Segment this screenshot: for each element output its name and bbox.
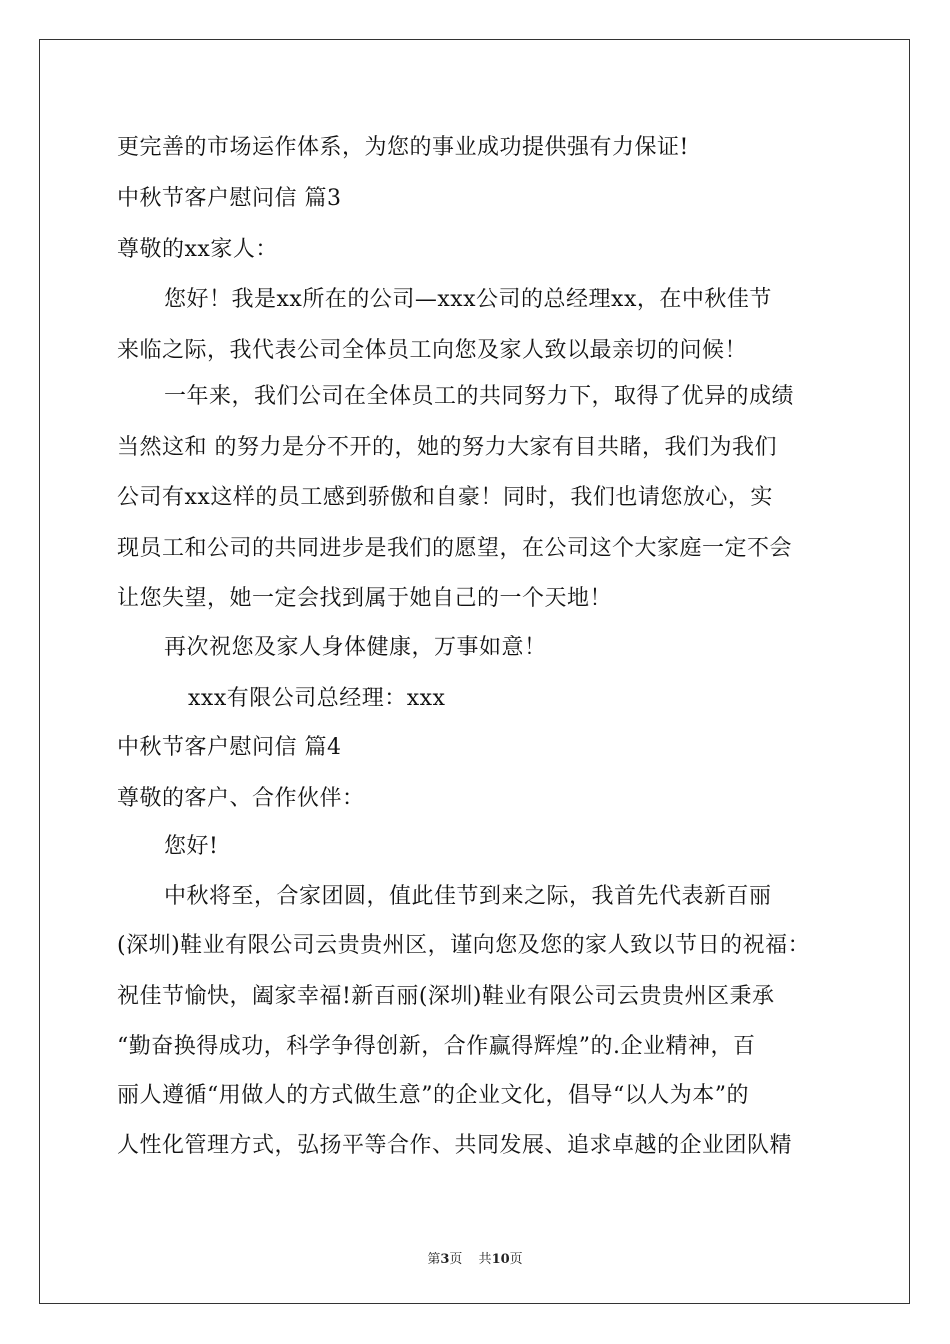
body-line: 让您失望，她一定会找到属于她自己的一个天地！ — [117, 586, 613, 611]
page-suffix: 页 — [449, 1252, 463, 1267]
total-suffix: 页 — [509, 1252, 523, 1267]
greeting: 您好! — [164, 834, 219, 859]
body-line: 一年来，我们公司在全体员工的共同努力下，取得了优异的成绩 — [164, 384, 795, 409]
body-line: 丽人遵循“用做人的方式做生意”的企业文化，倡导“以人为本”的 — [117, 1083, 749, 1108]
body-line: 中秋将至，合家团圆，值此佳节到来之际，我首先代表新百丽 — [164, 884, 772, 909]
page-number: 3 — [440, 1252, 450, 1267]
total-prefix: 共 — [478, 1252, 492, 1267]
body-line: 人性化管理方式，弘扬平等合作、共同发展、追求卓越的企业团队精 — [117, 1133, 793, 1158]
body-line: (深圳)鞋业有限公司云贵贵州区，谨向您及您的家人致以节日的祝福： — [117, 933, 811, 958]
body-line: 更完善的市场运作体系，为您的事业成功提供强有力保证! — [117, 135, 689, 160]
salutation: 尊敬的客户、合作伙伴： — [117, 786, 365, 811]
salutation: 尊敬的xx家人： — [117, 237, 278, 262]
page-footer — [0, 1248, 950, 1267]
total-pages: 10 — [491, 1252, 510, 1267]
page-prefix: 第 — [427, 1252, 441, 1267]
section-heading: 中秋节客户慰问信 篇4 — [117, 735, 342, 760]
page-border — [39, 39, 910, 1304]
body-line: 您好！我是xx所在的公司—xxx公司的总经理xx，在中秋佳节 — [164, 287, 772, 312]
body-line: 公司有xx这样的员工感到骄傲和自豪！同时，我们也请您放心，实 — [117, 485, 773, 510]
section-heading: 中秋节客户慰问信 篇3 — [117, 186, 342, 211]
body-line: 当然这和 的努力是分不开的，她的努力大家有目共睹，我们为我们 — [117, 435, 777, 460]
body-line: 祝佳节愉快，阖家幸福!新百丽(深圳)鞋业有限公司云贵贵州区秉承 — [117, 984, 775, 1009]
total-indicator — [479, 1252, 523, 1267]
body-line: “勤奋换得成功，科学争得创新，合作赢得辉煌”的.企业精神，百 — [117, 1034, 756, 1059]
body-line: 再次祝您及家人身体健康，万事如意！ — [164, 635, 547, 660]
page-indicator — [427, 1252, 462, 1267]
body-line: 现员工和公司的共同进步是我们的愿望，在公司这个大家庭一定不会 — [117, 536, 793, 561]
body-line: 来临之际，我代表公司全体员工向您及家人致以最亲切的问候！ — [117, 338, 748, 363]
signature: xxx有限公司总经理：xxx — [188, 686, 446, 711]
